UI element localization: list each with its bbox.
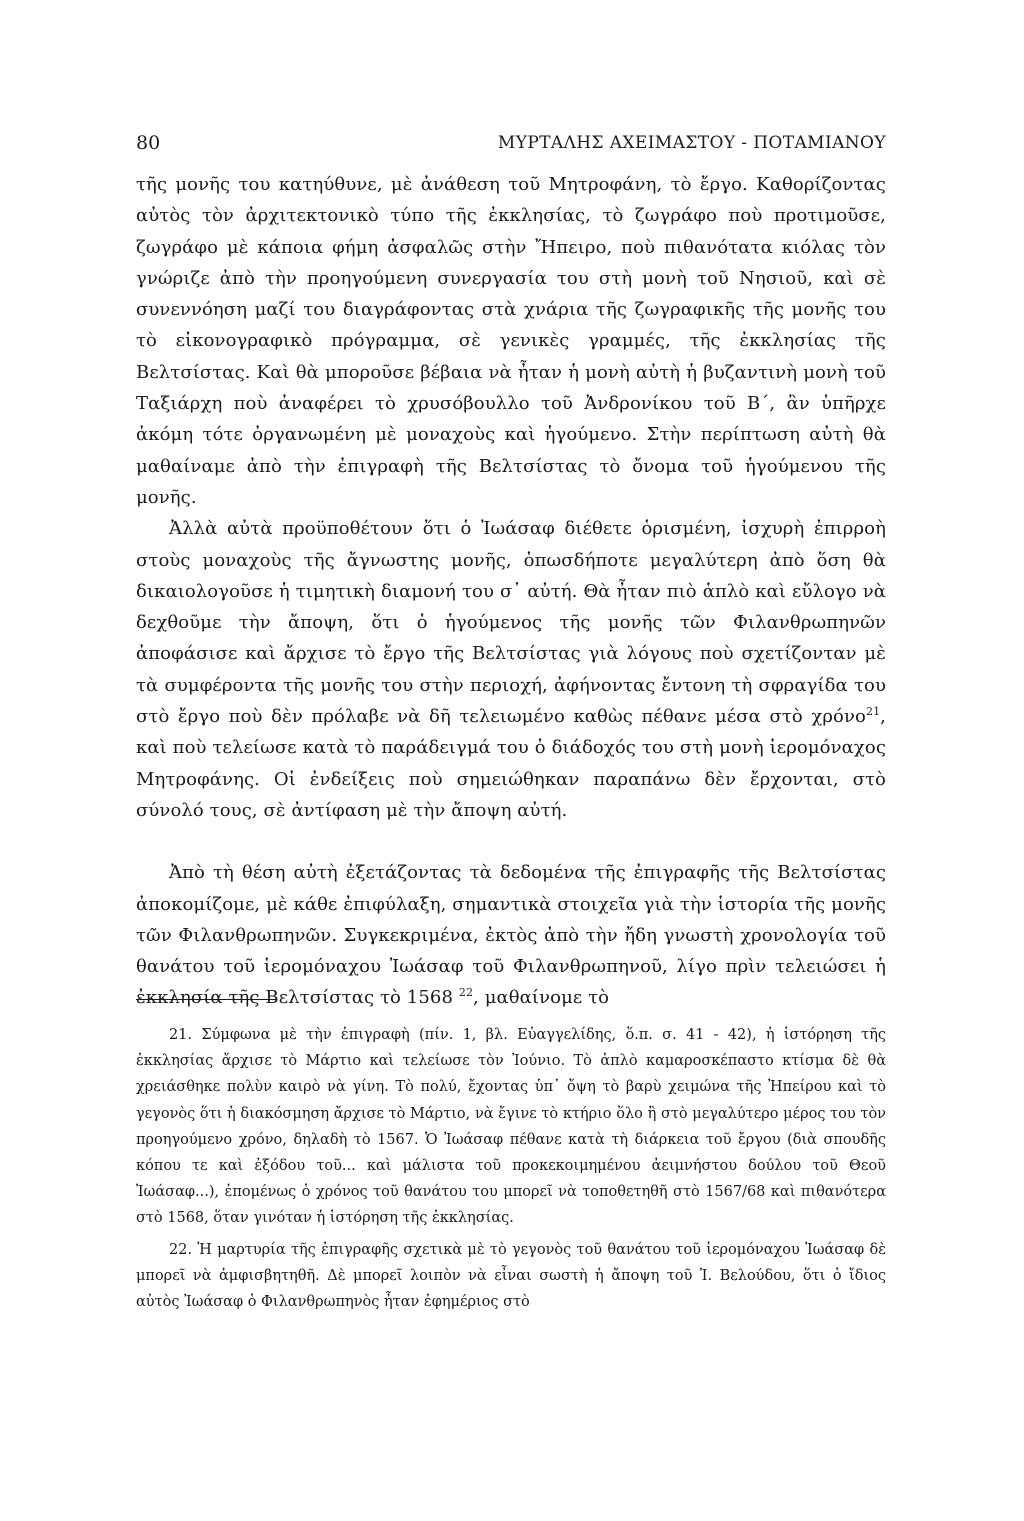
footnote-ref-22: 22 bbox=[458, 986, 474, 1000]
footnotes bbox=[136, 1022, 886, 1315]
paragraph-2-text-a: Ἀλλὰ αὐτὰ προϋποθέτουν ὅτι ὁ Ἰωάσαφ διέθετε ὁρισμένη, ἰσχυρὴ ἐπιρροὴ στοὺς μοναχοὺς τῆς ἄγνωστης μονῆς, ὁπωσδήποτε μεγαλύτερη ἀπὸ ὅση θὰ δικαιολογοῦσε ἡ τιμητικὴ διαμονή του σ᾽ αὐτή. Θὰ ἦταν πιὸ ἁπλὸ καὶ εὔλογο νὰ δεχθοῦμε τὴν ἄποψη, ὅτι ὁ ἡγούμενος τῆς μονῆς τῶν Φιλανθρωπηνῶν ἀποφάσισε καὶ ἄρχισε τὸ ἔργο τῆς Βελτσίστας γιὰ λόγους ποὺ σχετίζονταν μὲ τὰ συμφέροντα τῆς μονῆς του στὴν περιοχή, ἀφήνοντας ἔντονη τὴ σφραγίδα του στὸ ἔργο ποὺ δὲν πρόλαβε νὰ δῆ τελειωμένο καθὼς πέθανε μέσα στὸ χρόνο bbox=[136, 518, 886, 728]
paragraph-2-text-b: , καὶ ποὺ τελείωσε κατὰ τὸ παράδειγμά του ὁ διάδοχός του στὴ μονὴ ἱερομόναχος Μητροφάνης. Οἱ ἐνδείξεις ποὺ σημειώθηκαν παραπάνω δὲν ἔρχονται, στὸ σύνολό τους, σὲ ἀντίφαση μὲ τὴν ἄποψη αὐτή. bbox=[136, 706, 886, 821]
running-head: ΜΥΡΤΑΛΗΣ ΑΧΕΙΜΑΣΤΟΥ - ΠΟΤΑΜΙΑΝΟΥ bbox=[497, 133, 886, 153]
paragraph-1: τῆς μονῆς του κατηύθυνε, μὲ ἀνάθεση τοῦ Μητροφάνη, τὸ ἔργο. Καθορίζοντας αὐτὸς τὸν ἀρχιτεκτονικὸ τύπο τῆς ἐκκλησίας, τὸ ζωγράφο ποὺ προτιμοῦσε, ζωγράφο μὲ κάποια φήμη ἀσφαλῶς στὴν Ἤπειρο, ποὺ πιθανότατα κιόλας τὸν γνώριζε ἀπὸ τὴν προηγούμενη συνεργασία του στὴ μονὴ τοῦ Νησιοῦ, καὶ σὲ συνεννόηση μαζί του διαγράφοντας στὰ χνάρια τῆς ζωγραφικῆς τῆς μονῆς του τὸ εἰκονογραφικὸ πρόγραμμα, σὲ γενικὲς γραμμές, τῆς ἐκκλησίας τῆς Βελτσίστας. Καὶ θὰ μποροῦσε βέβαια νὰ ἦταν ἡ μονὴ αὐτὴ ἡ βυζαντινὴ μονὴ τοῦ Ταξιάρχη ποὺ ἀναφέρει τὸ χρυσόβουλλο τοῦ Ἀνδρονίκου τοῦ Β΄, ἂν ὑπῆρχε ἀκόμη τότε ὀργανωμένη μὲ μοναχοὺς καὶ ἡγούμενο. Στὴν περίπτωση αὐτὴ θὰ μαθαίναμε ἀπὸ τὴν ἐπιγραφὴ τῆς Βελτσίστας τὸ ὄνομα τοῦ ἡγούμενου τῆς μονῆς. bbox=[136, 174, 886, 508]
paragraph-3 bbox=[136, 857, 886, 1013]
footnote-21: 21. Σύμφωνα μὲ τὴν ἐπιγραφὴ (πίν. 1, βλ. Εὐαγγελίδης, ὅ.π. σ. 41 - 42), ἡ ἱστόρηση τῆς ἐκκλησίας ἄρχισε τὸ Μάρτιο καὶ τελείωσε τὸν Ἰούνιο. Τὸ ἁπλὸ καμαροσκέπαστο κτίσμα δὲ θὰ χρειάσθηκε πολὺν καιρὸ νὰ γίνη. Τὸ πολύ, ἔχοντας ὑπ᾽ ὄψη τὸ βαρὺ χειμώνα τῆς Ἠπείρου καὶ τὸ γεγονὸς ὅτι ἡ διακόσμηση ἄρχισε τὸ Μάρτιο, νὰ ἔγινε τὸ κτήριο ὅλο ἢ στὸ μεγαλύτερο μέρος του τὸν προηγούμενο χρόνο, δηλαδὴ τὸ 1567. Ὁ Ἰωάσαφ πέθανε κατὰ τὴ διάρκεια τοῦ ἔργου (διὰ σπουδῆς κόπου τε καὶ ἐξόδου τοῦ... καὶ μάλιστα τοῦ προκεκοιμημένου ἀειμνήστου δούλου τοῦ Θεοῦ Ἰωάσαφ...), ἐπομένως ὁ χρόνος τοῦ θανάτου του μπορεῖ νὰ τοποθετηθῆ στὸ 1567/68 καὶ πιθανότερα στὸ 1568, ὅταν γινόταν ἡ ἱστόρηση τῆς ἐκκλησίας. bbox=[136, 1027, 886, 1227]
page-header bbox=[136, 130, 886, 156]
footnote-ref-21: 21 bbox=[865, 705, 881, 719]
main-text bbox=[136, 169, 886, 1014]
footnote-divider bbox=[136, 999, 276, 1000]
page-number: 80 bbox=[136, 132, 161, 154]
paragraph-2 bbox=[136, 513, 886, 826]
paragraph-3-text-b: , μαθαίνομε τὸ bbox=[473, 987, 610, 1009]
paragraph-3-text-a: Ἀπὸ τὴ θέση αὐτὴ ἐξετάζοντας τὰ δεδομένα τῆς ἐπιγραφῆς τῆς Βελτσίστας ἀποκομίζομε, μὲ κάθε ἐπιφύλαξη, σημαντικὰ στοιχεῖα γιὰ τὴν ἱστορία τῆς μονῆς τῶν Φιλανθρωπηνῶν. Συγκεκριμένα, ἐκτὸς ἀπὸ τὴν ἤδη γνωστὴ χρονολογία τοῦ θανάτου τοῦ ἱερομόναχου Ἰωάσαφ τοῦ Φιλανθρωπηνοῦ, λίγο πρὶν τελειώσει ἡ ἐκκλησία τῆς Βελτσίστας τὸ 1568 bbox=[136, 862, 886, 1009]
footnote-22: 22. Ἡ μαρτυρία τῆς ἐπιγραφῆς σχετικὰ μὲ τὸ γεγονὸς τοῦ θανάτου τοῦ ἱερομόναχου Ἰωάσαφ δὲ μπορεῖ νὰ ἀμφισβητηθῆ. Δὲ μπορεῖ λοιπὸν νὰ εἶναι σωστὴ ἡ ἄποψη τοῦ Ἰ. Βελούδου, ὅτι ὁ ἴδιος αὐτὸς Ἰωάσαφ ὁ Φιλανθρωπηνὸς ἦταν ἐφημέριος στὸ bbox=[136, 1241, 886, 1311]
